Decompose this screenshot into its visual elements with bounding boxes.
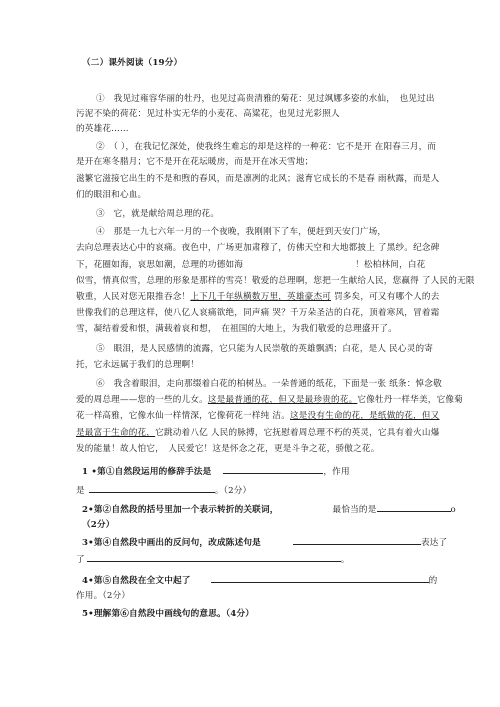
p6-underlined-text: 这是最普通的花，但又是最珍贵的花。 bbox=[207, 395, 358, 405]
p4-line: 世像我们的总理这样，使八亿人哀痛欲绝，同声痛 哭？千万朵圣洁的白花，顶着寒风，冒着霜 bbox=[76, 308, 440, 318]
q3-text: 。 bbox=[340, 555, 350, 565]
q3-text: 表达了 bbox=[420, 538, 448, 548]
p6-line: ⑥ 我含着眼泪，走向那缀着白花的柏树丛。一朵普通的纸花，下面是一张 纸条：悼念敬 bbox=[96, 379, 442, 389]
p5-line: 托，它永远属于我们的总理啊！ bbox=[76, 360, 200, 370]
q1-text: 1 •第①自然段运用的修辞手法是 bbox=[82, 467, 212, 477]
question-1-cont bbox=[76, 484, 428, 497]
q4-text: 4•第⑤自然段在全文中起了 bbox=[82, 576, 191, 586]
q4-text: 的 bbox=[428, 576, 438, 586]
p4-line: 似雪，情真似雪，总理的形象是那样的雪亮！敬爱的总理啊，您把一生献给人民，您赢得 了人民的无限 bbox=[76, 276, 475, 286]
p6-underlined-text: 这是没有生命的花，是纸做的花，但又 bbox=[289, 411, 440, 421]
q4-answer-blank[interactable] bbox=[211, 574, 429, 583]
p4-line: 雪，凝结着爱和恨，满载着哀和想， 在祖国的大地上，为我们敬爱的总理盛开了。 bbox=[76, 324, 398, 334]
q3-text: 了 bbox=[76, 555, 85, 565]
p6-text: 它像牡丹一样华美，它像菊 bbox=[357, 395, 463, 405]
p5-line: ⑤ 眼泪，是人民感情的流露，它只能为人民崇敬的英雄飘洒；白花，是人 民心灵的寄 bbox=[96, 344, 434, 354]
p1-line: ① 我见过雍容华丽的牡丹，也见过高贵清雅的菊花：见过飒娜多姿的水仙， 也见过出 bbox=[96, 94, 435, 104]
p1-line: 的英雄花…… bbox=[76, 124, 129, 134]
p4-line bbox=[76, 292, 440, 303]
p6-line: 发的能量！故人怕它， 人民爱它！这是怀念之花，更是斗争之花，骄傲之花。 bbox=[76, 444, 380, 454]
q2-score: （2分） bbox=[82, 520, 115, 530]
p4-underlined-question: 上下几千年纵横数万里，英雄豪杰可 bbox=[190, 292, 332, 302]
q1-answer-blank-1[interactable] bbox=[223, 465, 323, 474]
q3-answer-blank-1[interactable] bbox=[293, 536, 421, 545]
question-2 bbox=[82, 503, 456, 516]
q1-text: 。（2分） bbox=[214, 486, 252, 496]
p6-text: 爱的周总理——您的一些的儿女。 bbox=[76, 395, 208, 405]
q2-text: 最恰当的是 bbox=[332, 505, 377, 515]
p1-line: 污泥不染的荷花：见过朴实无华的小麦花、高粱花，也见过光彩照人 bbox=[76, 109, 340, 119]
q2-answer-blank[interactable] bbox=[377, 503, 451, 512]
q2-text: o bbox=[450, 505, 456, 515]
p4-line: 去向总理表达心中的哀痛。夜色中，广场更加肃穆了，仿佛天空和大地都披上 了黑纱。纪念碑 bbox=[76, 243, 440, 253]
question-4 bbox=[82, 574, 438, 587]
question-4-cont: 作用。（2分） bbox=[76, 591, 131, 601]
question-5: 5•理解第⑥自然段中画线句的意思。（4分） bbox=[82, 609, 255, 619]
p6-line bbox=[76, 395, 463, 406]
q1-text: ，作用 bbox=[323, 467, 350, 477]
p2-line: 们的眼泪和心血。 bbox=[76, 190, 147, 200]
question-3-cont bbox=[76, 553, 428, 566]
p6-underlined-text: 是最富于生命的花， bbox=[76, 428, 156, 438]
q3-answer-blank-2[interactable] bbox=[87, 553, 341, 562]
p4-line: ④ 那是一九七六年一月的一个夜晚，我刚刚下了车，便赶到天安门广场， bbox=[96, 227, 387, 237]
p4-text: 下，花圈如海，哀思如潮，总理的功德如海 bbox=[76, 260, 244, 270]
q3-text: 3•第④自然段中画出的反问句，改成陈述句是 bbox=[82, 538, 261, 548]
p6-line bbox=[76, 411, 440, 422]
p6-text: 花一样高雅，它像水仙一样情深，它像荷花一样纯 洁。 bbox=[76, 411, 290, 421]
p4-text: ！松柏林间，白花 bbox=[355, 260, 426, 270]
p2-line: 滋繁它滋接它出生的不是和煦的春风，而是凛冽的北风；滋育它成长的不是春 雨秋露，而是人 bbox=[76, 174, 440, 184]
question-3 bbox=[82, 536, 448, 549]
p6-text: 它跳动着八亿 人民的脉搏，它抚慰着周总理不朽的英灵，它具有着火山爆 bbox=[155, 428, 440, 438]
p4-text: 敬重，人民对您无限推吞念！ bbox=[76, 292, 191, 302]
p4-line bbox=[76, 260, 428, 271]
p3-line: ③ 它，就是献给周总理的花。 bbox=[96, 209, 220, 219]
p2-line: ② （ ），在我记忆深处，使我终生难忘的却是这样的一种花：它不是开 在阳春三月，而 bbox=[96, 142, 437, 152]
p6-line bbox=[76, 428, 440, 439]
section-title: （二）课外阅读（19分） bbox=[82, 58, 183, 68]
q1-text: 是 bbox=[76, 486, 85, 496]
p4-text: 罚多矣，可又有哪个人的去 bbox=[331, 292, 440, 302]
p2-line: 是开在寒冬腊月；它不是开在花坛暖房，而是开在冰天雪地； bbox=[76, 157, 314, 167]
question-1 bbox=[82, 465, 428, 478]
q2-text: 2•第②自然段的括号里加一个表示转折的关联词， bbox=[82, 505, 279, 515]
q1-answer-blank-2[interactable] bbox=[89, 484, 215, 493]
